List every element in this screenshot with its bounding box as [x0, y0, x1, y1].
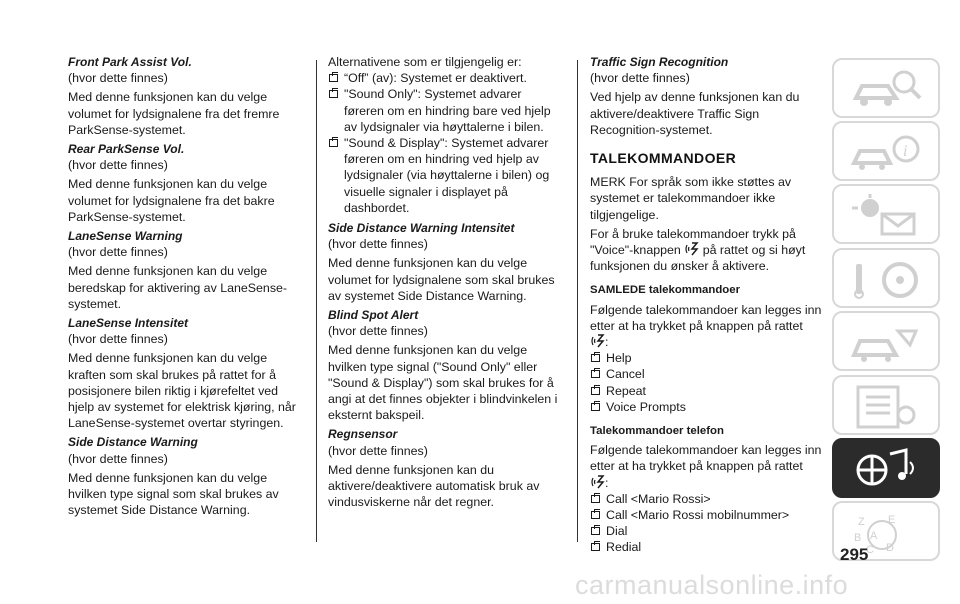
- tab-steering-safety[interactable]: [832, 248, 940, 308]
- paragraph: Med denne funksjonen kan du velge hvilken type signal ("Sound Only" eller "Sound & Display") som skal brukes for å angi at det finnes objekter i blindvinkelen i eksternt bakspeil.: [328, 343, 558, 423]
- general-commands-list: [590, 350, 826, 415]
- phone-commands-list: [590, 491, 826, 556]
- column-1: [68, 54, 300, 521]
- list-item: Voice Prompts: [590, 399, 826, 415]
- svg-text:E: E: [888, 514, 896, 526]
- svg-text:Z: Z: [858, 516, 865, 528]
- checkbox-bullet-icon: [329, 139, 338, 147]
- page-number: 295: [840, 545, 869, 564]
- list-item: Call <Mario Rossi mobilnummer>: [590, 507, 826, 523]
- subheading: Traffic Sign Recognition: [590, 55, 729, 69]
- svg-text:i: i: [903, 143, 908, 160]
- tab-service[interactable]: [832, 311, 940, 371]
- paragraph: Følgende talekommandoer kan legges inn etter at ha trykket på knappen på rattet :: [590, 443, 822, 490]
- checkbox-bullet-icon: [591, 387, 600, 395]
- paragraph: Med denne funksjonen kan du velge volumet for lydsignalene fra det fremre ParkSense-systemet.: [68, 90, 280, 137]
- paragraph: Følgende talekommandoer kan legges inn etter at ha trykket på knappen på rattet :: [590, 302, 822, 350]
- list-item: "Sound & Display": Systemet advarer føreren om en hindring ved hjelp av lydsignaler (via høyttalerne i bilen) og visuelle signaler i displayet på dashbordet.: [328, 135, 564, 216]
- note-paragraph: MERK For språk som ikke støttes av systemet er talekommandoer ikke tilgjengelige.: [590, 175, 792, 222]
- options-list: [328, 70, 564, 216]
- checkbox-bullet-icon: [591, 403, 600, 411]
- subheading: Regnsensor: [328, 427, 398, 442]
- list-item: Redial: [590, 539, 826, 555]
- checkbox-bullet-icon: [591, 370, 600, 378]
- availability-note: (hvor dette finnes): [68, 332, 168, 347]
- column-divider: [577, 60, 578, 542]
- voice-button-icon: [684, 242, 699, 256]
- section-title: TALEKOMMANDOER: [590, 150, 737, 167]
- tab-lights-warning[interactable]: [832, 184, 940, 244]
- subheading: Blind Spot Alert: [328, 308, 419, 323]
- subheading: Side Distance Warning Intensitet: [328, 221, 515, 236]
- svg-text:A: A: [870, 530, 878, 542]
- watermark: carmanualsonline.info: [575, 570, 849, 600]
- tab-car-info[interactable]: [832, 58, 940, 118]
- subsection-heading: Talekommandoer telefon: [590, 425, 724, 438]
- availability-note: (hvor dette finnes): [328, 443, 428, 458]
- availability-note: (hvor dette finnes): [68, 158, 168, 173]
- list-item: Dial: [590, 523, 826, 539]
- dashboard-info-icon: [848, 131, 928, 175]
- tab-multimedia[interactable]: [832, 438, 940, 498]
- service-icon: [848, 321, 928, 365]
- availability-note: (hvor dette finnes): [68, 245, 168, 260]
- list-item: Call <Mario Rossi>: [590, 491, 826, 507]
- car-info-icon: [848, 68, 928, 112]
- multimedia-voice-icon: [848, 448, 928, 492]
- checkbox-bullet-icon: [329, 74, 338, 82]
- column-divider: [316, 60, 317, 542]
- svg-text:D: D: [886, 542, 894, 554]
- list-item: Cancel: [590, 366, 826, 382]
- checkbox-bullet-icon: [591, 495, 600, 503]
- paragraph: Med denne funksjonen kan du velge hvilken type signal som skal brukes av systemet Side Distance Warning.: [68, 470, 279, 518]
- availability-note: (hvor dette finnes): [68, 451, 168, 466]
- paragraph: Med denne funksjonen kan du aktivere/deaktivere automatisk bruk av vindusviskerne når det regner.: [328, 462, 540, 510]
- tab-dashboard-info[interactable]: [832, 121, 940, 181]
- subheading: Rear ParkSense Vol.: [68, 142, 185, 157]
- steering-wrench-icon: [848, 258, 928, 302]
- availability-note: (hvor dette finnes): [590, 71, 690, 86]
- column-3: [590, 54, 826, 560]
- paragraph: Med denne funksjonen kan du velge kraften som skal brukes på rattet for å posisjonere bilen riktig i kjørefeltet ved hjelp av systemet for elektrisk kjøring, når LaneSense-systemet overtar styringen.: [68, 351, 296, 431]
- subheading: Front Park Assist Vol.: [68, 55, 192, 69]
- subheading: Side Distance Warning: [68, 435, 198, 450]
- voice-button-icon: [590, 334, 605, 348]
- list-item: “Off” (av): Systemet er deaktivert.: [328, 70, 564, 86]
- subheading: LaneSense Intensitet: [68, 316, 189, 331]
- list-item: Help: [590, 350, 826, 366]
- list-item: Repeat: [590, 383, 826, 399]
- checkbox-bullet-icon: [591, 511, 600, 519]
- voice-instruction: For å bruke talekommandoer trykk på "Voice"-knappen på rattet og si høyt funksjonen du ønsker å aktivere.: [590, 226, 806, 274]
- paragraph: Med denne funksjonen kan du velge volumet for lydsignalene som skal brukes av systemet Side Distance Warning.: [328, 256, 555, 303]
- checkbox-bullet-icon: [591, 527, 600, 535]
- paragraph: Med denne funksjonen kan du velge beredskap for aktivering av LaneSense-systemet.: [68, 264, 288, 311]
- lights-warning-icon: [848, 194, 928, 238]
- column-2: [328, 54, 564, 513]
- availability-note: (hvor dette finnes): [68, 71, 168, 86]
- availability-note: (hvor dette finnes): [328, 237, 428, 252]
- paragraph: Ved hjelp av denne funksjonen kan du aktivere/deaktivere Traffic Sign Recognition-systemet.: [590, 90, 800, 137]
- list-item: "Sound Only": Systemet advarer føreren om en hindring bare ved hjelp av lydsignaler via høyttalerne i bilen.: [328, 86, 564, 135]
- technical-data-icon: [848, 385, 928, 429]
- checkbox-bullet-icon: [591, 543, 600, 551]
- tab-technical-data[interactable]: [832, 375, 940, 435]
- checkbox-bullet-icon: [591, 354, 600, 362]
- options-intro: Alternativene som er tilgjengelig er:: [328, 55, 522, 69]
- availability-note: (hvor dette finnes): [328, 324, 428, 339]
- checkbox-bullet-icon: [329, 90, 338, 98]
- paragraph: Med denne funksjonen kan du velge volumet for lydsignalene fra det bakre ParkSense-systemet.: [68, 177, 275, 224]
- svg-text:B: B: [854, 532, 862, 544]
- svg-text:C: C: [866, 544, 874, 555]
- voice-button-icon: [590, 475, 605, 489]
- subheading: LaneSense Warning: [68, 229, 183, 244]
- subsection-heading: SAMLEDE talekommandoer: [590, 284, 741, 297]
